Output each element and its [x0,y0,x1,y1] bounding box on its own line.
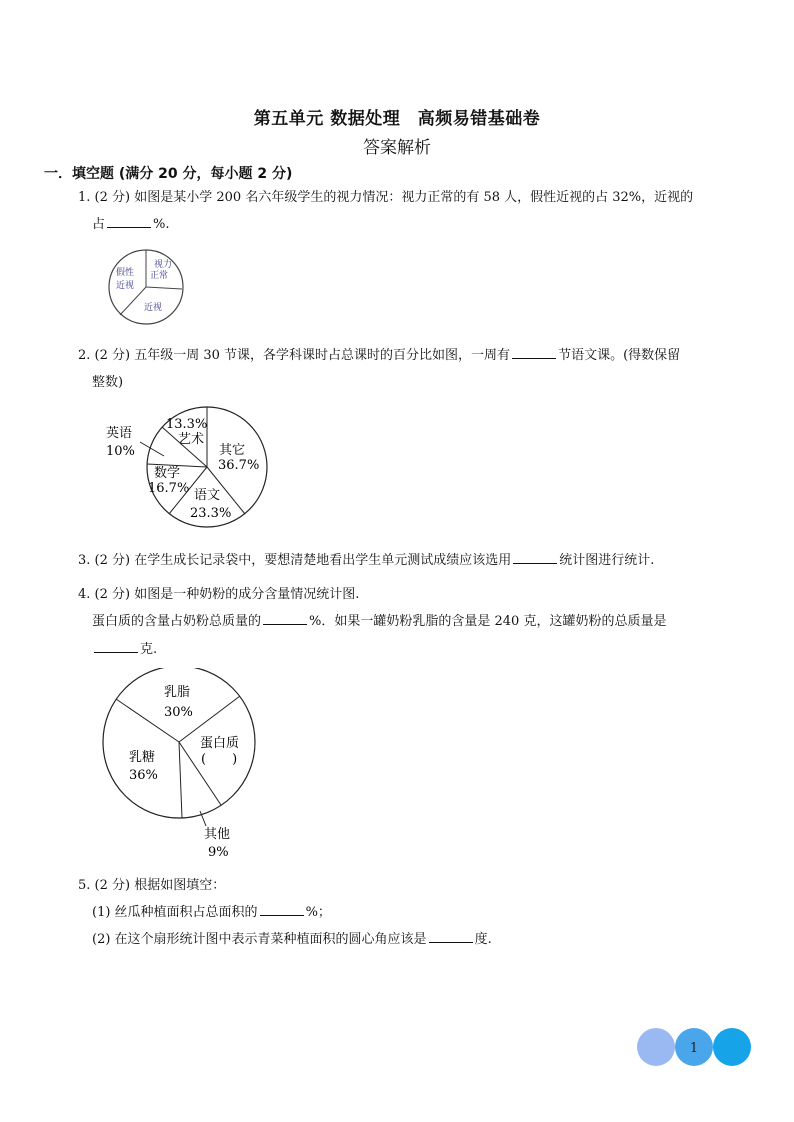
section-heading: 一．填空题 (满分 20 分，每小题 2 分) [44,166,293,182]
question-text: 克. [140,642,158,657]
question-1-line2 [92,212,170,238]
answer-blank[interactable] [263,610,307,625]
question-text: (1) 丝瓜种植面积占总面积的 [92,905,258,920]
question-number: 5. [78,878,91,893]
page-number-badge [636,1027,752,1067]
pie-label: 蛋白质 [200,736,240,751]
pie-label: 其他 [204,827,231,842]
question-number: 3. [78,553,91,568]
pie-label: 视力 [154,260,173,270]
pie-label: 数学 [154,466,181,481]
question-5 [78,873,738,899]
pie-label: 16.7% [148,481,190,496]
question-text: 如图是某小学 200 名六年级学生的视力情况：视力正常的有 58 人，假性近视的占 32%，近视的 [134,190,694,205]
question-text: 在学生成长记录袋中，要想清楚地看出学生单元测试成绩应该选用 [134,553,512,568]
pie-label: 近视 [144,303,163,313]
answer-blank[interactable] [513,549,557,564]
question-4-line2 [92,609,742,635]
pie-label: 9% [208,845,229,860]
question-text: 如图是一种奶粉的成分含量情况统计图. [134,587,360,602]
question-3 [78,548,738,574]
question-text: %； [305,905,331,920]
answer-blank[interactable] [512,344,556,359]
page-title: 第五单元 数据处理 高频易错基础卷 [253,109,541,129]
answer-blank[interactable] [94,638,138,653]
question-text: (2) 在这个扇形统计图中表示青菜种植面积的圆心角应该是 [92,932,427,947]
pie-label: 23.3% [190,506,232,521]
pie-label: 乳脂 [164,685,191,700]
pie-label: 语文 [194,488,221,503]
answer-blank[interactable] [429,928,473,943]
question-score: (2 分) [94,348,131,363]
question-1 [78,185,728,211]
pie-label: 艺术 [178,432,205,447]
question-text: 节语文课。(得数保留 [558,348,681,363]
question-4 [78,582,738,608]
pie-label: ( ) [201,752,238,767]
pie-label: 10% [106,444,135,459]
question-text: 根据如图填空： [134,878,226,893]
badge-circle [637,1028,675,1066]
q1-pie-chart [104,248,188,328]
question-text: 蛋白质的含量占奶粉总质量的 [92,614,262,629]
pie-divider [179,742,182,818]
question-5-sub1 [92,900,742,926]
answer-blank[interactable] [260,901,304,916]
question-text: 度. [474,932,492,947]
question-number: 2. [78,348,91,363]
answer-blank[interactable] [107,213,151,228]
question-text: %．如果一罐奶粉乳脂的含量是 240 克，这罐奶粉的总质量是 [309,614,667,629]
question-text: 占 [92,217,106,232]
pie-label: 13.3% [166,417,208,432]
pie-divider [146,287,182,289]
pie-label: 乳糖 [129,750,156,765]
q2-pie-chart [100,404,272,530]
question-score: (2 分) [94,190,131,205]
page-number: 1 [689,1041,699,1056]
question-score: (2 分) [94,553,131,568]
pie-label: 30% [164,705,193,720]
question-number: 4. [78,587,91,602]
question-score: (2 分) [94,878,131,893]
pie-label: 近视 [116,281,135,291]
question-score: (2 分) [94,587,131,602]
question-number: 1. [78,190,91,205]
question-text: 五年级一周 30 节课，各学科课时占总课时的百分比如图，一周有 [134,348,511,363]
pie-label: 英语 [106,426,133,441]
pie-label: 其它 [219,443,246,458]
question-5-sub2 [92,927,742,953]
question-2-line2: 整数) [92,375,124,390]
pie-label: 36% [129,768,158,783]
question-2 [78,343,738,369]
question-text: 统计图进行统计. [559,553,655,568]
pie-label: 36.7% [218,458,260,473]
badge-circle [713,1028,751,1066]
question-text: %. [153,217,170,232]
pie-label: 正常 [150,271,169,281]
question-4-line3 [92,637,157,663]
pie-label: 假性 [116,268,135,278]
pie-divider [120,287,146,315]
q4-pie-chart [100,668,260,864]
page-subtitle: 答案解析 [363,138,431,158]
